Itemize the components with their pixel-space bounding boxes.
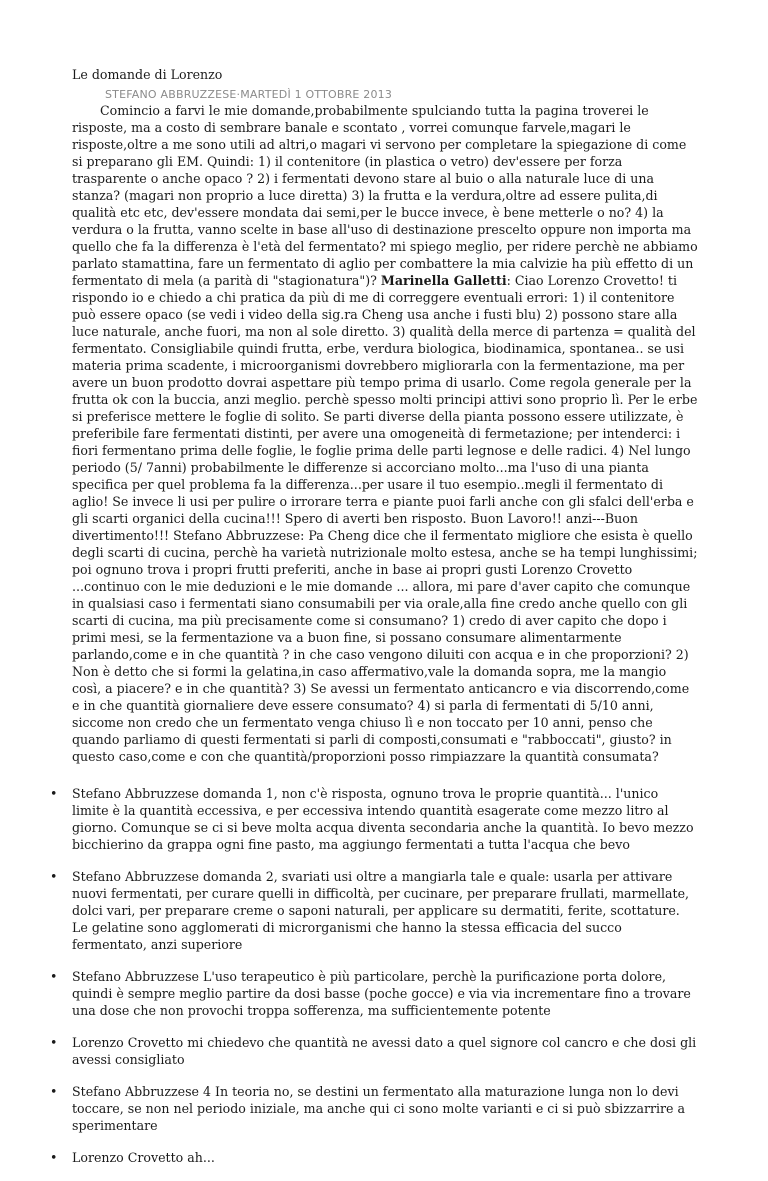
document-title: Le domande di Lorenzo — [72, 67, 223, 82]
comment-text: Stefano Abbruzzese 4 In teoria no, se destini un fermentato alla maturazione lunga non lo devi toccare, se non nel periodo iniziale, ma anche qui ci sono molte varianti e ci si può sbizzarrire a sperimentare — [72, 1084, 686, 1133]
bullet-icon: • — [50, 1035, 58, 1050]
bullet-icon: • — [50, 1150, 58, 1165]
body-text-part-1: Comincio a farvi le mie domande,probabilmente spulciando tutta la pagina troverei le risposte, ma a costo di sembrare banale e scontato , vorrei comunque farvele,magari le risposte,oltre a me sono utili ad altri,o magari vi servono per completare la spiegazione di come si preparano gli EM. Quindi: 1) il contenitore (in plastica o vetro) dev'essere per forza trasparente o anche opaco ? 2) i fermentati devono stare al buio o alla naturale luce di una stanza? (magari non proprio a luce diretta) 3) la frutta e la verdura,oltre ad essere pulita,di qualità etc etc, dev'essere mondata dai semi,per le bucce invece, è bene metterle o no? 4) la verdura o la frutta, vanno scelte in base all'uso di destinazione prescelto oppure non importa ma quello che fa la differenza è l'età del fermentato? mi spiego meglio, per ridere perchè ne abbiamo parlato stamattina, fare un fermentato di aglio per combattere la mia calvizie ha più effetto di un fermentato di mela (a parità di "stagionatura")? — [72, 103, 698, 288]
comment-list — [50, 785, 698, 1166]
comment-item — [50, 1083, 698, 1134]
bullet-icon: • — [50, 969, 58, 984]
comment-item — [50, 1149, 698, 1166]
comment-item — [50, 785, 698, 853]
body-paragraph — [72, 102, 698, 765]
comment-item — [50, 1034, 698, 1068]
comment-text: Lorenzo Crovetto ah... — [72, 1150, 215, 1165]
comment-text: Stefano Abbruzzese domanda 1, non c'è risposta, ognuno trova le proprie quantità... l'unico limite è la quantità eccessiva, e per eccessiva intendo quantità esagerate come mezzo litro al giorno. Comunque se ci si beve molta acqua diventa secondaria anche la quantità. Io bevo mezzo bicchierino da grappa ogni fine pasto, ma aggiungo fermentati a tutta l'acqua che bevo — [72, 786, 694, 852]
bullet-icon: • — [50, 1084, 58, 1099]
comment-text: Stefano Abbruzzese domanda 2, svariati usi oltre a mangiarla tale e quale: usarla per attivare nuovi fermentati, per curare quelli in difficoltà, per cucinare, per preparare frullati, marmellate, dolci vari, per preparare creme o saponi naturali, per applicare su dermatiti, ferite, scottature. Le gelatine sono agglomerati di microrganismi che hanno la stessa efficacia del succo fermentato, anzi superiore — [72, 869, 690, 952]
comment-text: Stefano Abbruzzese L'uso terapeutico è più particolare, perchè la purificazione porta dolore, quindi è sempre meglio partire da dosi basse (poche gocce) e via via incrementare fino a trovare una dose che non provochi troppa sofferenza, ma sufficientemente potente — [72, 969, 691, 1018]
document-page — [50, 66, 698, 1181]
comment-item — [50, 868, 698, 953]
comment-text: Lorenzo Crovetto mi chiedevo che quantità ne avessi dato a quel signore col cancro e che dosi gli avessi consigliato — [72, 1035, 697, 1067]
bullet-icon: • — [50, 786, 58, 801]
author-date-byline: STEFANO ABBRUZZESE·MARTEDÌ 1 OTTOBRE 2013 — [105, 88, 393, 101]
comment-item — [50, 968, 698, 1019]
body-text-part-2: : Ciao Lorenzo Crovetto! ti rispondo io e chiedo a chi pratica da più di me di correggere eventuali errori: 1) il contenitore può essere opaco (se vedi i video della sig.ra Cheng usa anche i fusti blu) 2) possono stare alla luce naturale, anche fuori, ma non al sole diretto. 3) qualità della merce di partenza = qualità del fermentato. Consigliabile quindi frutta, erbe, verdura biologica, biodinamica, spontanea.. se usi materia prima scadente, i microorganismi dovrebbero migliorarla con la fermentazione, ma per avere un buon prodotto dovrai aspettare più tempo prima di usarlo. Come regola generale per la frutta ok con la buccia, anzi meglio. perchè spesso molti principi attivi sono proprio lì. Per le erbe si preferisce mettere le foglie di solito. Se parti diverse della pianta possono essere utilizzate, è preferibile fare fermentati distinti, per avere una omogeneità di fermetazione; per intenderci: i fiori fermentano prima delle foglie, le foglie prima delle parti legnose e delle radici. 4) Nel lungo periodo (5/ 7anni) probabilmente le differenze si accorciano molto...ma l'uso di una pianta specifica per quel problema fa la differenza...per usare il tuo esempio..megli il fermentato di aglio! Se invece li usi per pulire o irrorare terra e piante puoi farli anche con gli sfalci dell'erba e gli scarti organici della cucina!!! Spero di averti ben risposto. Buon Lavoro!! anzi---Buon divertimento!!! Stefano Abbruzzese: Pa Cheng dice che il fermentato migliore che esista è quello degli scarti di cucina, perchè ha varietà nutrizionale molto estesa, anche se ha tempi lunghissimi; poi ognuno trova i propri frutti preferiti, anche in base ai propri gusti Lorenzo Crovetto ...continuo con le mie deduzioni e le mie domande ... allora, mi pare d'aver capito che comunque in qualsiasi caso i fermentati siano consumabili per via orale,alla fine credo anche quello con gli scarti di cucina, ma più precisamente come si consumano? 1) credo di aver capito che dopo i primi mesi, se la fermentazione va a buon fine, si possano consumare alimentarmente parlando,come e in che quantità ? in che caso vengono diluiti con acqua e in che proporzioni? 2) Non è detto che si formi la gelatina,in caso affermativo,vale la domanda sopra, me la mangio così, a piacere? e in che quantità? 3) Se avessi un fermentato anticancro e via discorrendo,come e in che quantità giornaliere deve essere consumato? 4) si parla di fermentati di 5/10 anni, siccome non credo che un fermentato venga chiuso lì e non toccato per 10 anni, penso che quando parliamo di questi fermentati si parli di composti,consumati e "rabboccati", giusto? in questo caso,come e con che quantità/proporzioni posso rimpiazzare la quantità consumata? — [72, 273, 698, 764]
author-name-bold: Marinella Galletti — [380, 273, 507, 288]
bullet-icon: • — [50, 869, 58, 884]
